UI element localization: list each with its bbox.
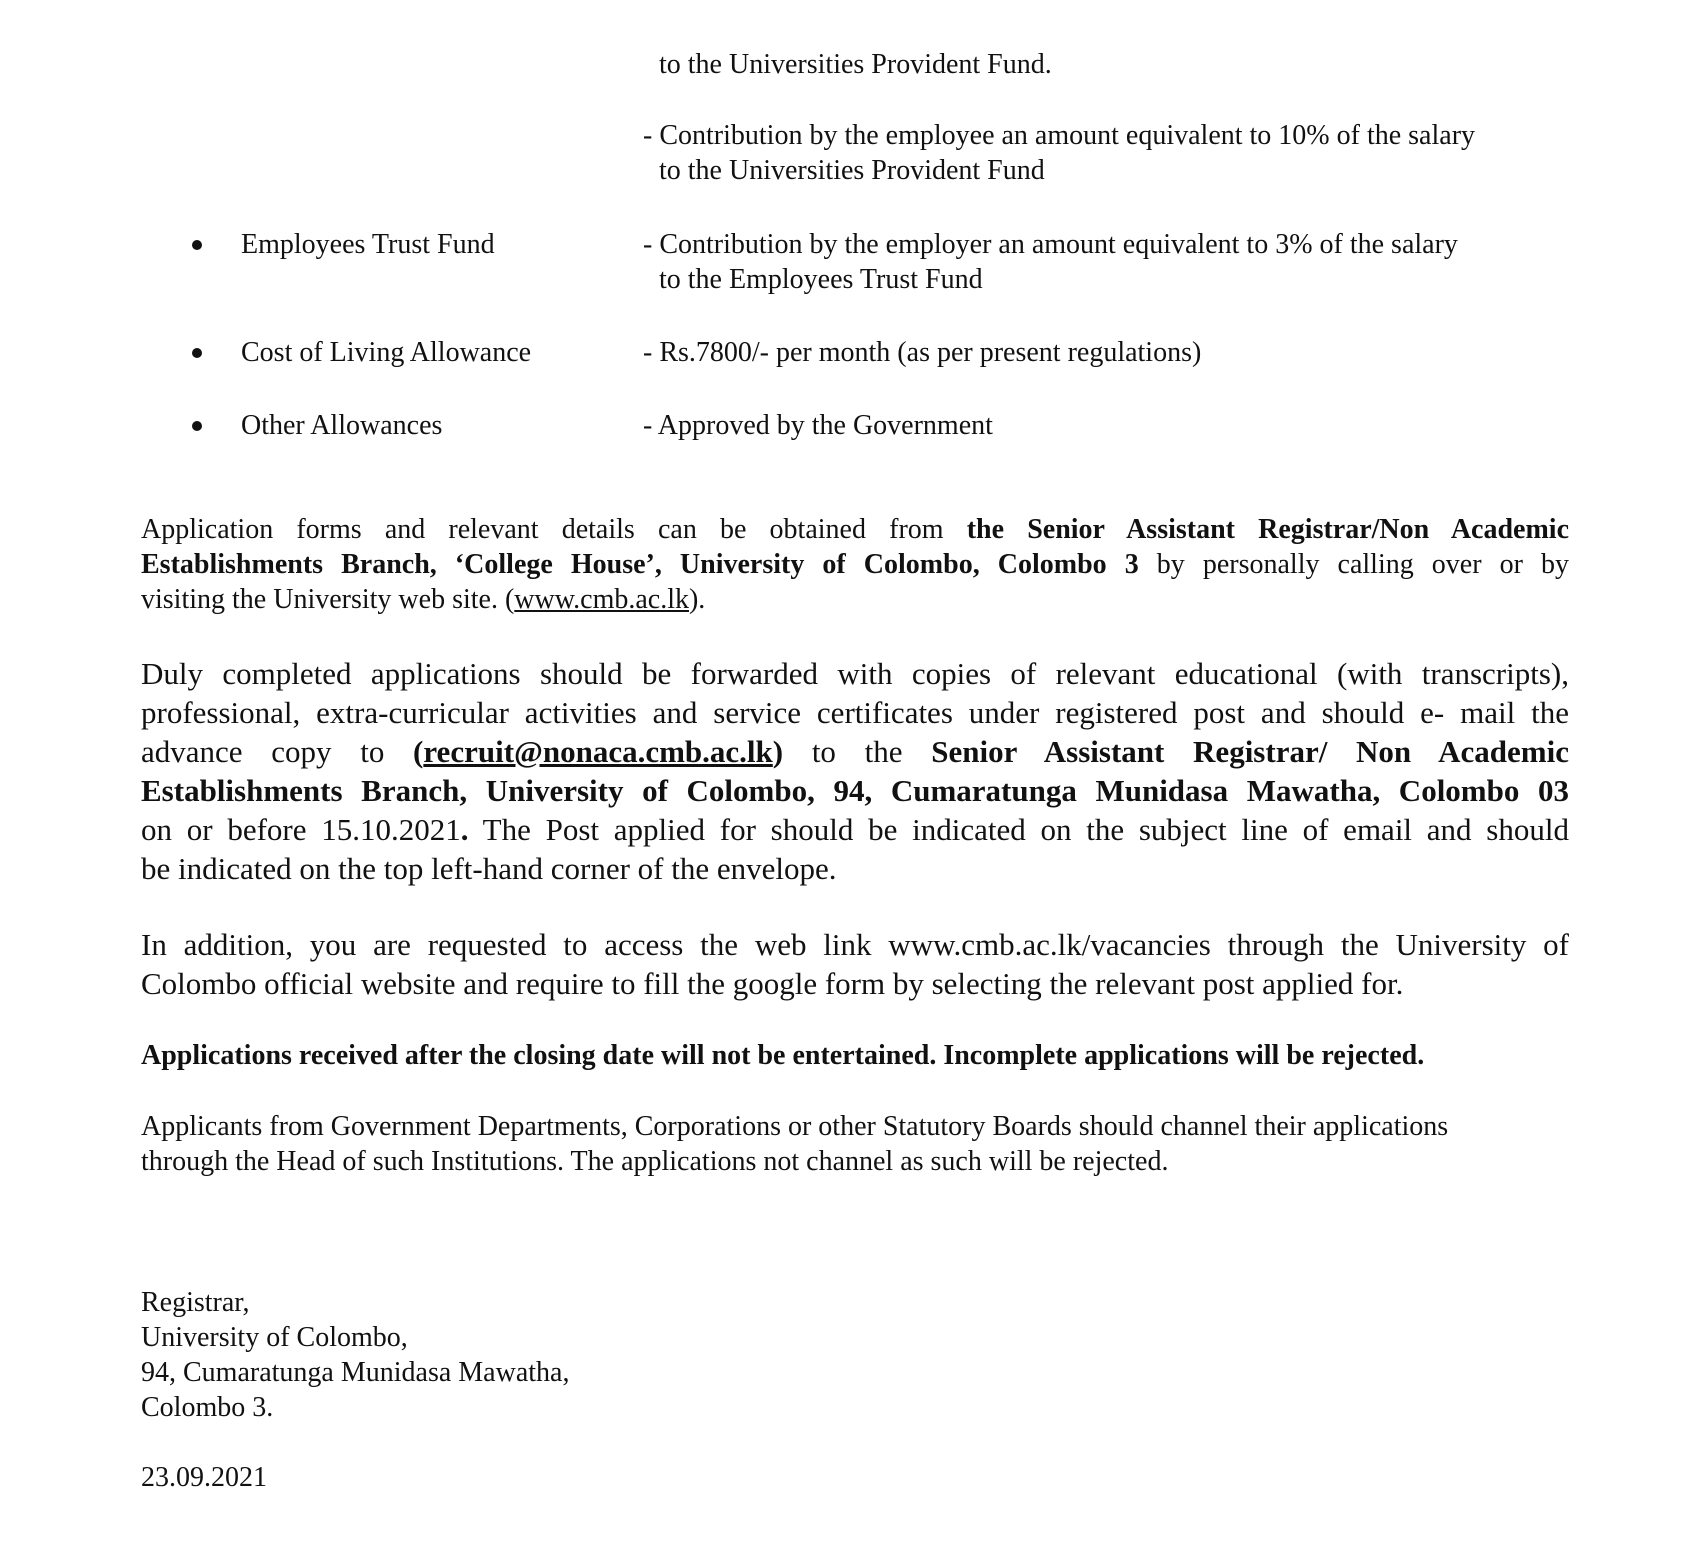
email-bracket: ) bbox=[772, 734, 784, 769]
document-date: 23.09.2021 bbox=[141, 1462, 267, 1493]
submission-text: . bbox=[460, 812, 469, 847]
bullet-icon bbox=[192, 240, 202, 250]
web-link-paragraph bbox=[141, 925, 1569, 1003]
submission-text: The Post applied for should be indicated on the subject line of email and should bbox=[482, 812, 1569, 847]
provident-employer-continued: to the Universities Provident Fund. bbox=[659, 49, 1052, 80]
submission-address: Establishments Branch, University of Colombo, 94, Cumaratunga Munidasa Mawatha, Colombo 03 bbox=[141, 773, 1569, 808]
web-link-line: In addition, you are requested to access the web link www.cmb.ac.lk/vacancies through the University of bbox=[141, 927, 1569, 962]
signature-block bbox=[141, 1285, 569, 1425]
submission-line: Duly completed applications should be forwarded with copies of relevant educational (with transcripts), bbox=[141, 656, 1569, 691]
government-applicants-line: through the Head of such Institutions. The applications not channel as such will be rejected. bbox=[141, 1146, 1169, 1177]
submission-text: to the bbox=[811, 734, 903, 769]
submission-text: advance copy to bbox=[141, 734, 385, 769]
submission-paragraph bbox=[141, 654, 1569, 888]
benefit-other-value: - Approved by the Government bbox=[643, 410, 993, 441]
email-bracket: ( bbox=[413, 734, 424, 769]
application-forms-text: ). bbox=[688, 584, 706, 615]
submission-office: Senior Assistant Registrar/ Non Academic bbox=[931, 734, 1569, 769]
application-forms-paragraph bbox=[141, 512, 1569, 617]
submission-line: professional, extra-curricular activities and service certificates under registered post and should e- mail the bbox=[141, 695, 1569, 730]
submission-line: be indicated on the top left-hand corner of the envelope. bbox=[141, 851, 837, 886]
government-applicants-paragraph bbox=[141, 1109, 1448, 1179]
application-forms-text: visiting the University web site. ( bbox=[141, 584, 515, 615]
signature-title: Registrar, bbox=[141, 1287, 250, 1318]
signature-street: 94, Cumaratunga Munidasa Mawatha, bbox=[141, 1357, 570, 1388]
benefit-etf-line1: - Contribution by the employer an amount equivalent to 3% of the salary bbox=[643, 229, 1458, 260]
benefit-cola-value: - Rs.7800/- per month (as per present regulations) bbox=[643, 337, 1202, 368]
benefit-etf-line2: to the Employees Trust Fund bbox=[659, 264, 983, 295]
closing-date-text: on or before 15.10.2021 bbox=[141, 812, 461, 847]
provident-employee-line1: - Contribution by the employee an amount equivalent to 10% of the salary bbox=[643, 120, 1476, 151]
application-forms-text: Application forms and relevant details can be obtained from bbox=[141, 514, 944, 545]
web-link-line: Colombo official website and require to fill the google form by selecting the relevant post applied for. bbox=[141, 966, 1404, 1001]
signature-city: Colombo 3. bbox=[141, 1392, 274, 1423]
application-forms-office: the Senior Assistant Registrar/Non Academic bbox=[966, 514, 1570, 545]
bullet-icon bbox=[192, 348, 202, 358]
closing-notice: Applications received after the closing date will not be entertained. Incomplete applications will be rejected. bbox=[141, 1040, 1425, 1071]
government-applicants-line: Applicants from Government Departments, Corporations or other Statutory Boards should channel their applications bbox=[141, 1111, 1449, 1142]
benefit-label-cola: Cost of Living Allowance bbox=[241, 337, 532, 368]
application-forms-text: by personally calling over or by bbox=[1156, 549, 1569, 580]
university-website-link[interactable]: www.cmb.ac.lk bbox=[514, 584, 689, 615]
benefit-label-other: Other Allowances bbox=[241, 410, 443, 441]
application-forms-address: Establishments Branch, ‘College House’, University of Colombo, Colombo 3 bbox=[141, 549, 1139, 580]
bullet-icon bbox=[192, 421, 202, 431]
benefit-label-etf: Employees Trust Fund bbox=[241, 229, 495, 260]
provident-employee-line2: to the Universities Provident Fund bbox=[659, 155, 1045, 186]
signature-institution: University of Colombo, bbox=[141, 1322, 408, 1353]
recruit-email-link[interactable]: recruit@nonaca.cmb.ac.lk bbox=[423, 734, 773, 769]
